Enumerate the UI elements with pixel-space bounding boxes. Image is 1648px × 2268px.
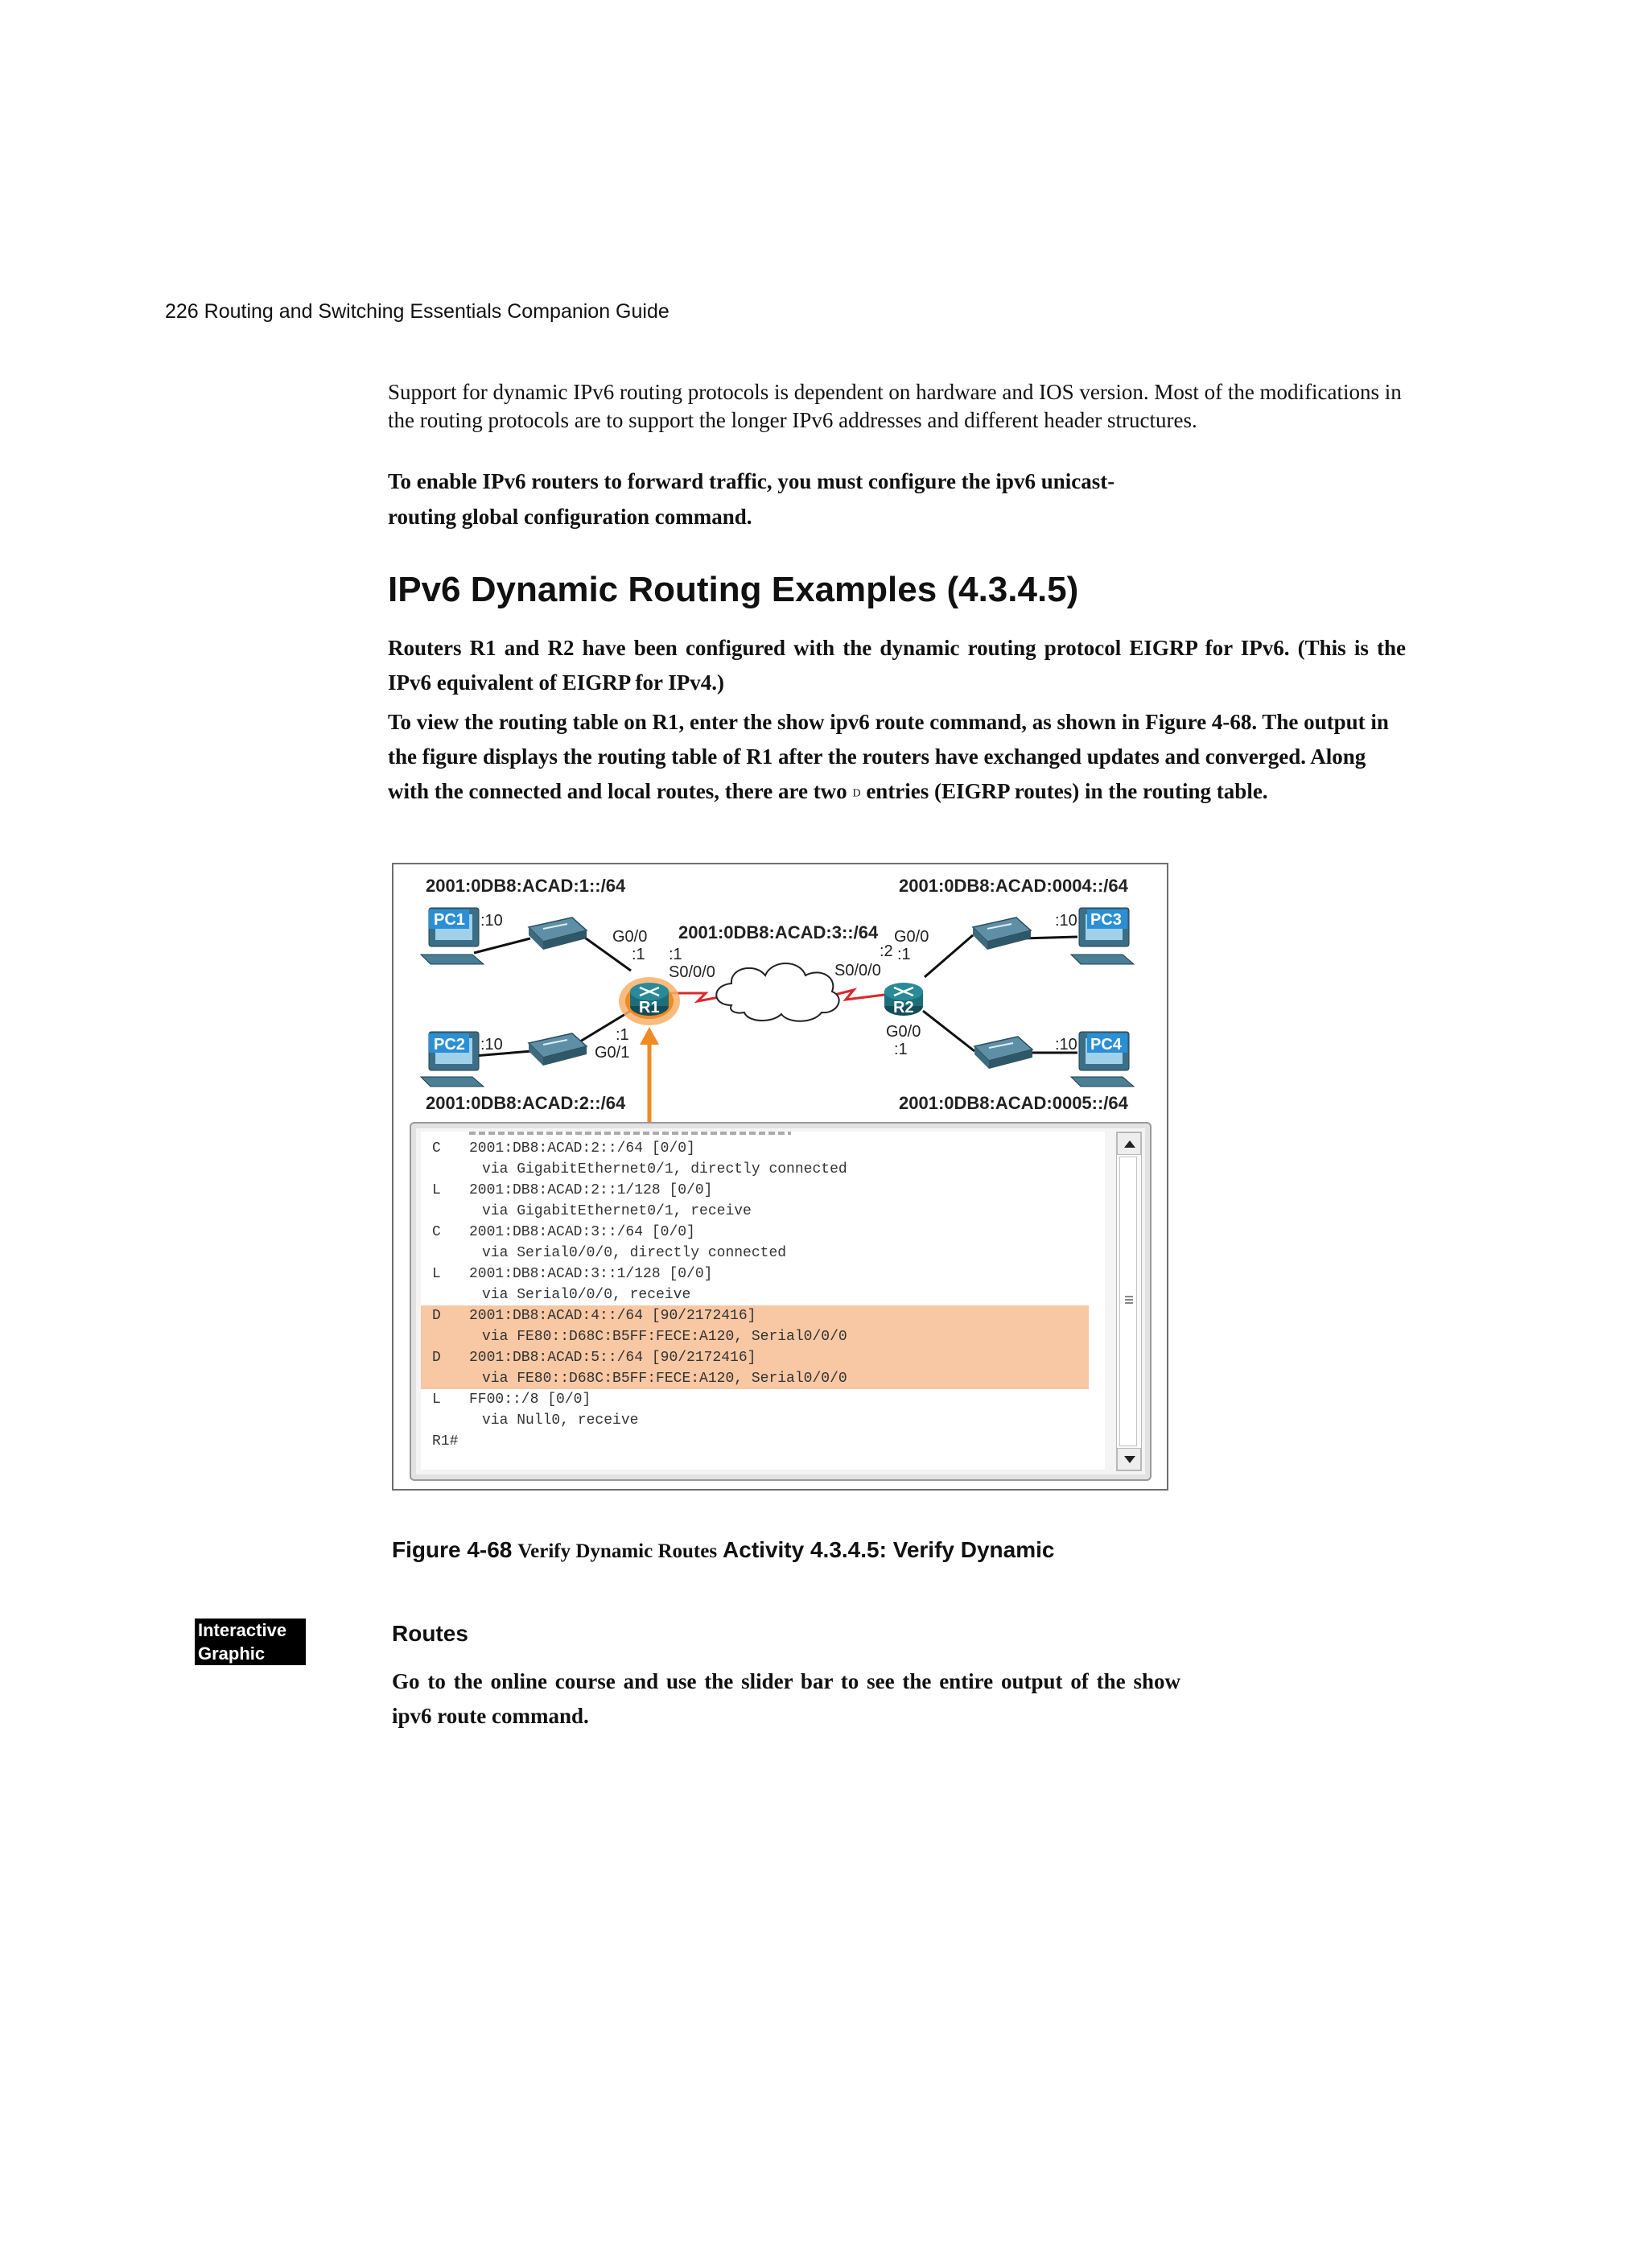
- terminal-prompt: [421, 1431, 1089, 1452]
- pc3-label: PC3: [1090, 911, 1122, 929]
- terminal-line: [421, 1389, 1089, 1410]
- terminal-scrollbar[interactable]: [1116, 1132, 1142, 1471]
- paragraph-view-routing-table: [388, 705, 1394, 810]
- route-via: via Null0, receive: [482, 1412, 639, 1429]
- figure-caption: [392, 1537, 1054, 1564]
- r2-g00-top-addr: :1: [897, 946, 911, 963]
- net-label-pc2: 2001:0DB8:ACAD:2::/64: [426, 1093, 626, 1113]
- pc2-label: PC2: [434, 1036, 465, 1054]
- route-code: C: [432, 1140, 441, 1157]
- clipped-line: [469, 1132, 791, 1135]
- route-via: via FE80::D68C:B5FF:FECE:A120, Serial0/0/0: [482, 1329, 847, 1345]
- route-text: 2001:DB8:ACAD:2::/64 [0/0]: [469, 1140, 695, 1157]
- paragraph-text: To view the routing table on R1, enter the show ipv6 route command, as shown in Figure 4-68. The output in the figure displays the routing table of R1 after the routers have exchanged updates and converged. Along with the connected and local routes, there are two: [388, 710, 1389, 803]
- terminal-line: [421, 1138, 1089, 1159]
- route-code: C: [432, 1224, 441, 1240]
- prompt-text: R1#: [432, 1433, 459, 1449]
- inline-code-d: D: [852, 787, 861, 800]
- terminal-line: [421, 1159, 1089, 1180]
- scrollbar-thumb[interactable]: [1119, 1157, 1137, 1446]
- pc3-host-label: :10: [1055, 912, 1077, 930]
- r1-g01-addr: :1: [616, 1026, 629, 1044]
- pc4-label: PC4: [1090, 1036, 1122, 1054]
- wan-cloud-icon: [716, 963, 838, 1021]
- r1-s000-label: S0/0/0: [669, 963, 715, 981]
- switch-4-icon: [974, 1037, 1032, 1069]
- terminal-line: [421, 1410, 1089, 1431]
- r1-label: R1: [639, 999, 660, 1016]
- r2-g00-top-label: G0/0: [894, 928, 929, 946]
- route-text: 2001:DB8:ACAD:5::/64 [90/2172416]: [469, 1350, 756, 1366]
- route-via: via GigabitEthernet0/1, directly connected: [482, 1161, 847, 1177]
- route-code: L: [432, 1182, 441, 1198]
- figure-title: Verify Dynamic Routes: [517, 1540, 718, 1562]
- r2-s000-label: S0/0/0: [834, 962, 881, 979]
- terminal-output: [421, 1132, 1105, 1470]
- terminal-line-highlighted: [421, 1347, 1089, 1368]
- activity-title: Activity 4.3.4.5: Verify Dynamic: [723, 1537, 1055, 1562]
- route-via: via Serial0/0/0, directly connected: [482, 1245, 787, 1261]
- paragraph-online-course: Go to the online course and use the slider bar to see the entire output of the show ipv6 route command.: [392, 1669, 1180, 1728]
- route-text: 2001:DB8:ACAD:4::/64 [90/2172416]: [469, 1308, 756, 1324]
- terminal-line: [421, 1285, 1089, 1305]
- terminal-line: [421, 1243, 1089, 1264]
- paragraph-text: entries (EIGRP routes) in the routing table.: [860, 779, 1268, 803]
- figure-label: Figure 4-68: [392, 1537, 513, 1562]
- cable-r2-switch4: [923, 1011, 974, 1051]
- badge-line: Graphic: [198, 1643, 266, 1664]
- route-code: L: [432, 1392, 441, 1408]
- terminal-line: [421, 1180, 1089, 1201]
- terminal-line-highlighted: [421, 1368, 1089, 1389]
- net-label-serial: 2001:0DB8:ACAD:3::/64: [678, 922, 879, 942]
- net-label-pc1: 2001:0DB8:ACAD:1::/64: [426, 876, 626, 896]
- route-code: L: [432, 1266, 441, 1282]
- terminal-line-highlighted: [421, 1326, 1089, 1347]
- r1-s-addr: :1: [669, 946, 682, 963]
- switch-3-icon: [973, 918, 1031, 950]
- scroll-up-button[interactable]: [1117, 1132, 1141, 1155]
- route-via: via GigabitEthernet0/1, receive: [482, 1203, 752, 1219]
- pc1-label: PC1: [434, 911, 465, 929]
- route-text: 2001:DB8:ACAD:3::/64 [0/0]: [469, 1224, 695, 1240]
- grip-icon: [1125, 1294, 1133, 1304]
- route-via: via Serial0/0/0, receive: [482, 1287, 691, 1303]
- route-code: D: [432, 1350, 441, 1366]
- terminal-line: [421, 1222, 1089, 1243]
- scroll-down-button[interactable]: [1117, 1448, 1141, 1470]
- net-label-pc3: 2001:0DB8:ACAD:0004::/64: [899, 876, 1128, 896]
- paragraph-eigrp-config: Routers R1 and R2 have been configured with the dynamic routing protocol EIGRP for IPv6. (This is the IPv6 equivalent of EIGRP for IPv4.): [388, 636, 1406, 695]
- interactive-graphic-badge: [195, 1619, 306, 1665]
- pc1-host-label: :10: [480, 912, 503, 930]
- route-text: FF00::/8 [0/0]: [469, 1392, 591, 1408]
- r1-g00-addr: :1: [632, 946, 645, 963]
- badge-line: Interactive: [198, 1620, 287, 1640]
- pc2-host-label: :10: [480, 1036, 503, 1054]
- arrow-icon: [640, 1027, 659, 1122]
- terminal-line-highlighted: [421, 1305, 1089, 1326]
- r2-s-addr: :2: [880, 942, 893, 960]
- route-via: via FE80::D68C:B5FF:FECE:A120, Serial0/0/0: [482, 1371, 847, 1387]
- terminal-window: [410, 1122, 1152, 1481]
- terminal-line: [421, 1201, 1089, 1222]
- section-heading: IPv6 Dynamic Routing Examples (4.3.4.5): [388, 570, 1079, 609]
- activity-title-continued: Routes: [392, 1621, 468, 1646]
- route-text: 2001:DB8:ACAD:3::1/128 [0/0]: [469, 1266, 713, 1282]
- terminal-line: [421, 1264, 1089, 1285]
- route-code: D: [432, 1308, 441, 1324]
- switch-1-icon: [529, 918, 587, 950]
- running-head: 226 Routing and Switching Essentials Companion Guide: [165, 300, 670, 323]
- cable-r2-switch3: [925, 935, 973, 977]
- paragraph-ipv6-support: Support for dynamic IPv6 routing protocols is dependent on hardware and IOS version. Most of the modifications in the routing protocols are to support the longer IPv6 addresses and different header structures.: [388, 380, 1402, 432]
- switch-2-icon: [529, 1033, 587, 1066]
- cable-pc1-switch: [474, 938, 530, 953]
- r1-g01-label: G0/1: [595, 1044, 630, 1062]
- r2-g00-bottom-label: G0/0: [886, 1023, 921, 1041]
- r2-g00-bottom-addr: :1: [894, 1041, 908, 1058]
- figure-4-68: [392, 863, 1168, 1491]
- paragraph-line: To enable IPv6 routers to forward traffic, you must configure the ipv6 unicast-: [388, 469, 1115, 493]
- r1-g00-label: G0/0: [612, 928, 648, 946]
- network-topology: [393, 864, 1167, 1122]
- r2-label: R2: [893, 999, 914, 1016]
- pc4-host-label: :10: [1055, 1036, 1077, 1054]
- route-text: 2001:DB8:ACAD:2::1/128 [0/0]: [469, 1182, 713, 1198]
- paragraph-line: routing global configuration command.: [388, 505, 752, 529]
- paragraph-unicast-routing: [388, 464, 1289, 534]
- net-label-pc4: 2001:0DB8:ACAD:0005::/64: [899, 1093, 1128, 1113]
